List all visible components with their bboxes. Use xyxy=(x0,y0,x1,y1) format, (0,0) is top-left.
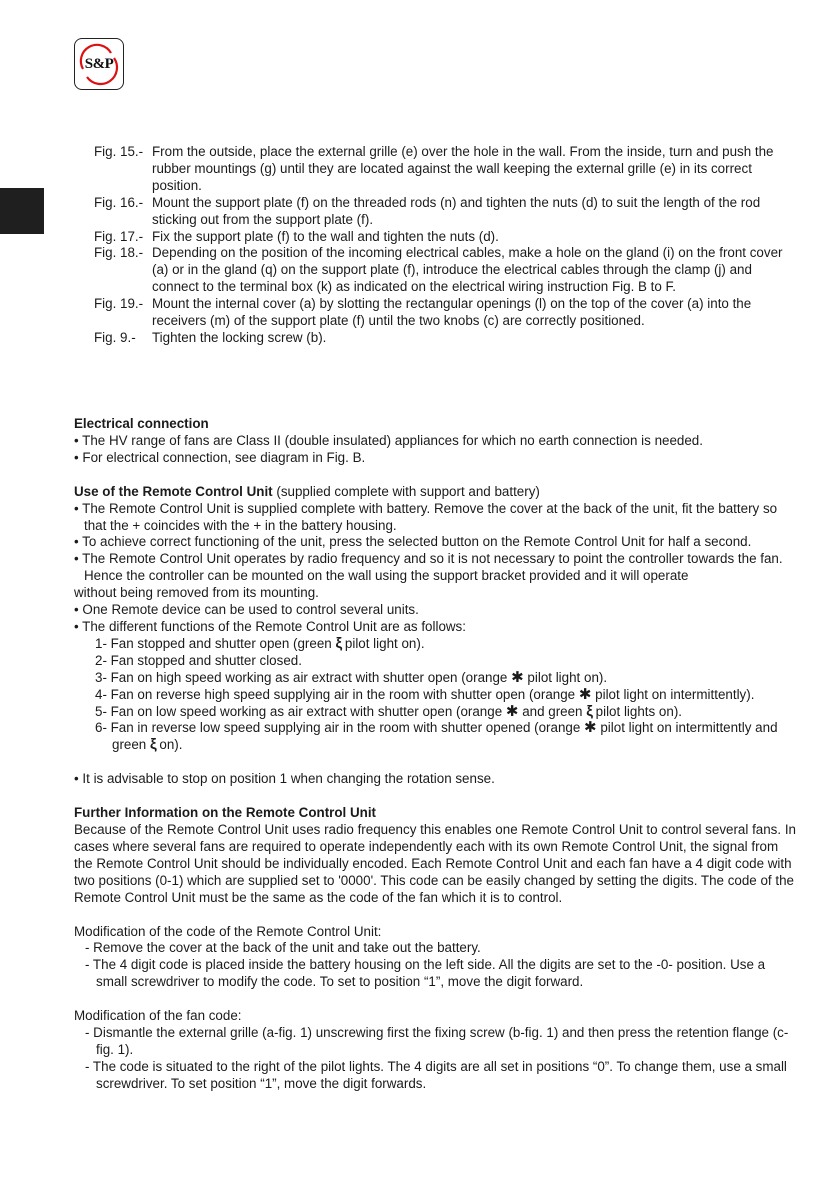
function-item xyxy=(74,720,799,754)
brand-logo xyxy=(74,38,124,90)
function-item xyxy=(74,687,799,704)
function-text: pilot light on). xyxy=(344,635,425,651)
function-item xyxy=(74,653,799,670)
function-text: 3- Fan on high speed working as air extract with shutter open (orange xyxy=(95,669,508,685)
function-text: 1- Fan stopped and shutter open (green xyxy=(95,635,332,651)
green-pilot-icon: ξ xyxy=(335,634,342,652)
remote-advice: • It is advisable to stop on position 1 when changing the rotation sense. xyxy=(74,771,495,787)
fig-label: Fig. 16.- xyxy=(94,194,144,210)
electrical-bullet: • For electrical connection, see diagram in Fig. B. xyxy=(74,449,366,465)
fig-row xyxy=(94,245,799,296)
mod-remote-item: - The 4 digit code is placed inside the battery housing on the left side. All the digits are set to the -0- position. Use a small screwdriver to modify the code. To set to position “1”, move the digit forward. xyxy=(85,957,766,990)
function-text: 2- Fan stopped and shutter closed. xyxy=(95,652,302,668)
mod-fan-title: Modification of the fan code: xyxy=(74,1008,242,1024)
fig-label: Fig. 18.- xyxy=(94,245,144,261)
fig-text: From the outside, place the external grille (e) over the hole in the wall. From the inside, turn and push the rubber mountings (g) until they are located against the wall keeping the external grille (e) in its correct position. xyxy=(152,144,774,193)
mod-fan-item: - Dismantle the external grille (a-fig. 1) unscrewing first the fixing screw (b-fig. 1) and then press the retention flange (c-fig. 1). xyxy=(85,1025,789,1057)
fig-label: Fig. 17.- xyxy=(94,228,144,244)
further-paragraph: Because of the Remote Control Unit uses radio frequency this enables one Remote Control Unit to control several fans. In cases where several fans are required to operate independently each with its own Remote Control Unit, the signal from the Remote Control Unit should be individually encoded. Each Remote Control Unit and each fan have a 4 digit code with two positions (0-1) which are supplied set to '0000'. This code can be easily changed by setting the digits. The code of the Remote Control Unit must be the same as the code of the fan which it is to control. xyxy=(74,822,796,905)
fig-text: Fix the support plate (f) to the wall and tighten the nuts (d). xyxy=(152,228,499,244)
mod-remote-item: - Remove the cover at the back of the unit and take out the battery. xyxy=(85,940,481,956)
function-text: and green xyxy=(522,703,583,719)
orange-pilot-icon: ✱ xyxy=(584,719,597,737)
main-content xyxy=(74,416,799,1093)
fig-label: Fig. 9.- xyxy=(94,329,136,345)
fig-text: Mount the support plate (f) on the threaded rods (n) and tighten the nuts (d) to suit the length of the rod sticking out from the support plate (f). xyxy=(152,194,761,227)
remote-bullet: • The Remote Control Unit operates by radio frequency and so it is not necessary to point the controller towards the fan. Hence the controller can be mounted on the wall using the support bracket provided and it will operate xyxy=(74,551,783,584)
orange-pilot-icon: ✱ xyxy=(505,702,519,720)
electrical-heading: Electrical connection xyxy=(74,416,209,431)
further-heading: Further Information on the Remote Control Unit xyxy=(74,805,377,821)
function-text: 4- Fan on reverse high speed supplying air in the room with shutter open (orange xyxy=(95,686,576,702)
fig-label: Fig. 19.- xyxy=(94,296,144,312)
function-text: 5- Fan on low speed working as air extract with shutter open (orange xyxy=(95,703,503,719)
fig-row xyxy=(94,330,799,347)
remote-heading-line xyxy=(74,484,799,501)
fig-label: Fig. 15.- xyxy=(94,144,144,159)
remote-heading-note: (supplied complete with support and battery) xyxy=(276,483,540,499)
fig-row xyxy=(94,144,799,195)
remote-bullet: • One Remote device can be used to control several units. xyxy=(74,602,419,618)
remote-bullet-continuation: without being removed from its mounting. xyxy=(74,585,319,601)
function-item xyxy=(74,670,799,687)
fig-text: Tighten the locking screw (b). xyxy=(152,329,327,345)
green-pilot-icon: ξ xyxy=(149,736,156,754)
side-tab-marker xyxy=(0,188,44,234)
function-text: pilot lights on). xyxy=(595,703,682,719)
figure-instructions xyxy=(94,144,799,347)
remote-bullet: • To achieve correct functioning of the unit, press the selected button on the Remote Control Unit for half a second. xyxy=(74,534,752,550)
green-pilot-icon: ξ xyxy=(586,702,592,720)
function-text: 6- Fan in reverse low speed supplying air in the room with shutter opened (orange xyxy=(95,720,581,736)
electrical-bullet: • The HV range of fans are Class II (double insulated) appliances for which no earth connection is needed. xyxy=(74,432,703,448)
function-item xyxy=(74,704,799,721)
function-item xyxy=(74,636,799,653)
logo-text: S&P xyxy=(84,56,114,72)
mod-remote-title: Modification of the code of the Remote Control Unit: xyxy=(74,923,382,939)
fig-row xyxy=(94,296,799,330)
function-text: on). xyxy=(159,737,183,753)
remote-bullet: • The different functions of the Remote Control Unit are as follows: xyxy=(74,618,466,634)
remote-heading: Use of the Remote Control Unit xyxy=(74,483,273,499)
remote-bullet: • The Remote Control Unit is supplied complete with battery. Remove the cover at the back of the unit, fit the battery so that the + coincides with the + in the battery housing. xyxy=(74,500,778,533)
orange-pilot-icon: ✱ xyxy=(578,685,592,703)
function-text: pilot light on). xyxy=(527,669,608,685)
function-text: pilot light on intermittently and green xyxy=(112,720,778,753)
function-text: pilot light on intermittently). xyxy=(595,686,755,702)
fig-row xyxy=(94,195,799,229)
fig-text: Mount the internal cover (a) by slotting the rectangular openings (l) on the top of the cover (a) into the receivers (m) of the support plate (f) until the two knobs (c) are correctly positioned. xyxy=(152,296,752,329)
fig-text: Depending on the position of the incoming electrical cables, make a hole on the gland (i) on the front cover (a) or in the gland (q) on the support plate (f), introduce the electrical cables through the clamp (j) and connect to the terminal box (k) as indicated on the electrical wiring instruction Fig. B to F. xyxy=(152,245,783,295)
orange-pilot-icon: ✱ xyxy=(511,668,524,686)
mod-fan-item: - The code is situated to the right of the pilot lights. The 4 digits are all set in positions “0”. To change them, use a small screwdriver. To set position “1”, move the digit forwards. xyxy=(85,1058,787,1091)
fig-row xyxy=(94,229,799,246)
